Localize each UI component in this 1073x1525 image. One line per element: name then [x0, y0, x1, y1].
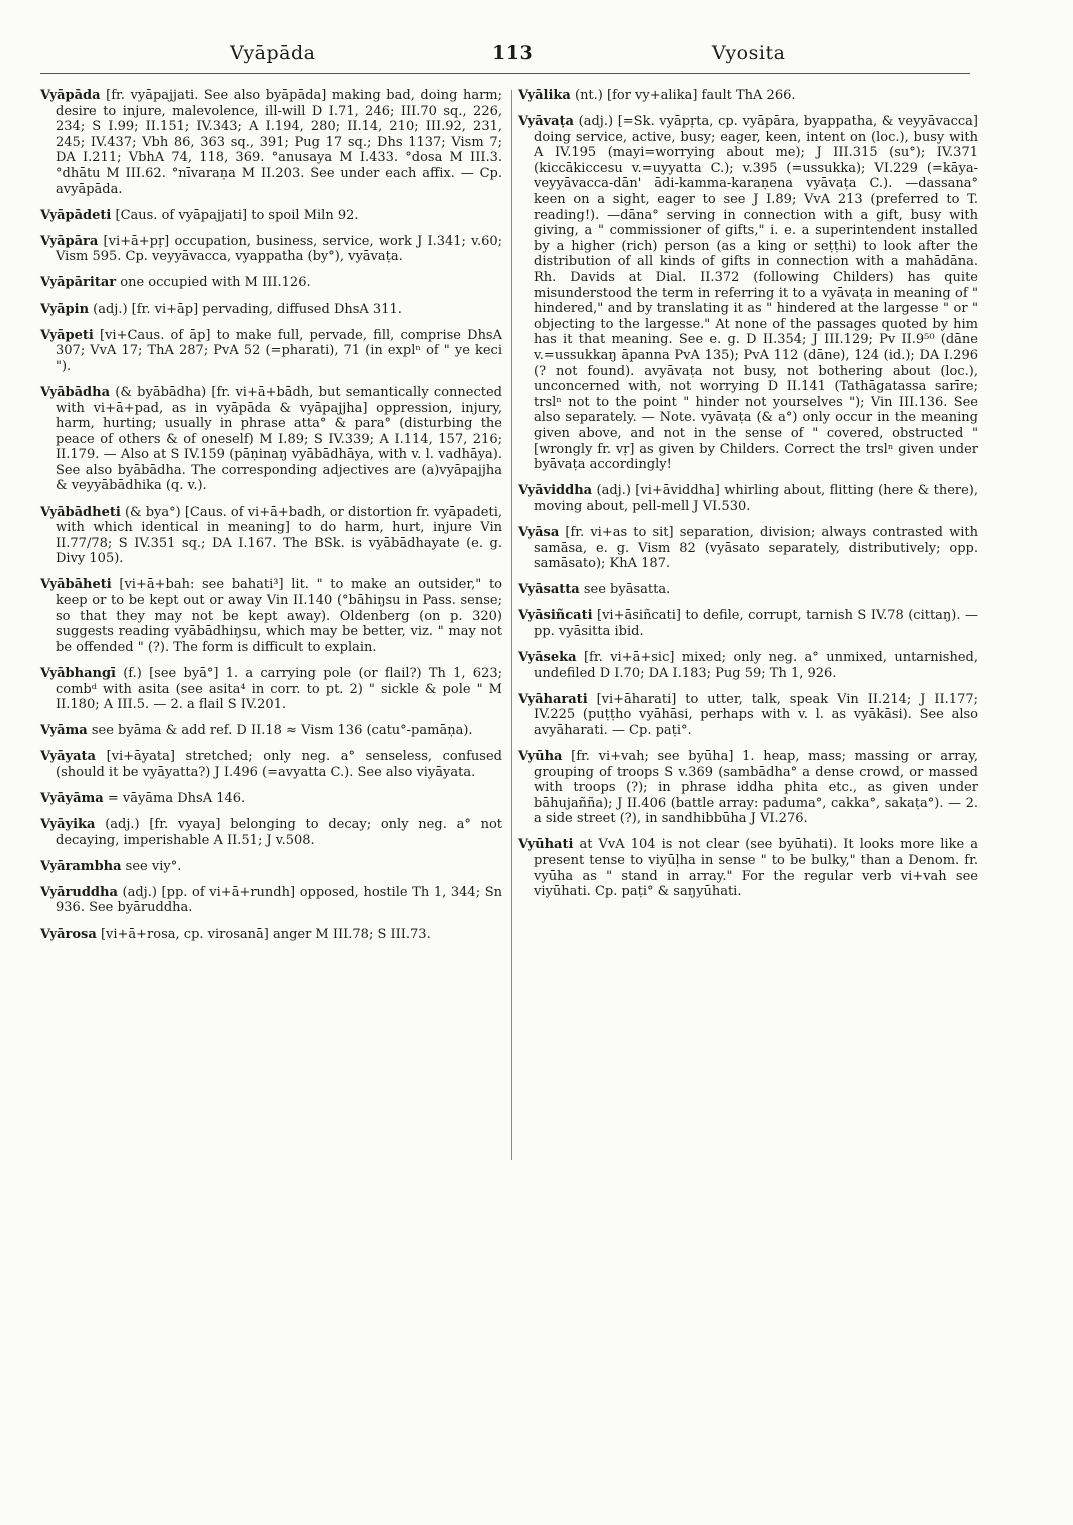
- dictionary-entry: [40, 275, 502, 291]
- entry-body: see byāma & add ref. D II.18 ≈ Vism 136 (catu°-pamāṇa).: [87, 723, 473, 739]
- headword: Vyāpin: [40, 301, 90, 317]
- left-column: [40, 88, 502, 953]
- headword: Vyābādheti: [40, 504, 121, 520]
- running-head-right: Vyosita: [712, 42, 786, 64]
- headword: Vyāviddha: [518, 483, 593, 499]
- entry-body: (& bya°) [Caus. of vi+ā+badh, or distortion fr. vyāpadeti, with which identical in meaning] to do harm, hurt, injure Vin II.77/78; S IV.351 sq.; DA I.167. The BSk. is vyābādhayate (e. g. Divy 105).: [56, 504, 502, 567]
- entry-body: (adj.) [pp. of vi+ā+rundh] opposed, hostile Th 1, 344; Sn 936. See byāruddha.: [56, 884, 502, 916]
- headword: Vyāpāritar: [40, 275, 117, 291]
- entry-body: [vi+ā+rosa, cp. virosanā] anger M III.78; S III.73.: [96, 926, 431, 942]
- entry-body: (adj.) [=Sk. vyāpṛta, cp. vyāpāra, byappatha, & veyyāvacca] doing service, active, busy; eager, keen, intent on (loc.), busy with A IV.195 (mayi=worrying about me); J III.315 (su°); IV.371 (kiccākiccesu v.=uyyatta C.); v.395 (=ussukka); VI.229 (=kāya-veyyāvacca-dān' ādi-kamma-karaṇena vyāvaṭa C.). —dassana° keen on a sight, eager to see J I.89; VvA 213 (preferred to T. reading!). —dāna° serving in connection with a gift, busy with giving, a " commissioner of gifts," i. e. a superintendent installed by a higher (rich) person (as a king or seṭṭhi) to look after the distribution of all kinds of gifts in connection with a mahādāna. Rh. Davids at Dial. II.372 (following Childers) has quite misunderstood the term in referring it to a vyāvaṭa in meaning of " hindered," and by translating it as " hindered at the largesse " or " objecting to the largesse." At none of the passages quoted by him has it that meaning. See e. g. D II.354; J III.129; Pv II.9⁵⁰ (dāne v.=ussukkaŋ āpanna PvA 135); PvA 112 (dāne), 124 (id.); DA I.296 (? not found). avyāvaṭa not busy, not bothering about (loc.), unconcerned with, not worrying D II.141 (Tathāgatassa sarīre; trslⁿ not to the point " hinder not yourselves "); Vin III.136. See also separately. — Note. vyāvaṭa (& a°) only occur in the meaning given above, and not in the sense of " covered, obstructed " [wrongly fr. vṛ] as given by Childers. Correct the trslⁿ given under byāvaṭa accordingly!: [534, 114, 978, 473]
- dictionary-entry: [40, 385, 502, 494]
- headword: Vyāyata: [40, 749, 96, 765]
- headword: Vyābāheti: [40, 577, 112, 593]
- header-rule: [40, 73, 970, 74]
- dictionary-entry: [40, 859, 502, 875]
- dictionary-entry: [40, 749, 502, 780]
- headword: Vyāvaṭa: [518, 114, 574, 130]
- entry-body: (& byābādha) [fr. vi+ā+bādh, but semantically connected with vi+ā+pad, as in vyāpāda & vyāpajjha] oppression, injury, harm, hurting; usually in phrase atta° & para° (disturbing the peace of others & of oneself) M I.89; S IV.339; A I.114, 157, 216; II.179. — Also at S IV.159 (pāṇinaŋ vyābādhāya, with v. l. vadhāya). See also byābādha. The corresponding adjectives are (a)vyāpajjha & veyyābādhika (q. v.).: [56, 384, 502, 494]
- headword: Vyāsiñcati: [518, 608, 593, 624]
- entry-body: [vi+āyata] stretched; only neg. a° senseless, confused (should it be vyāyatta?) J I.496 (=avyatta C.). See also viyāyata.: [56, 749, 502, 780]
- entry-body: [vi+ā+pṛ] occupation, business, service, work J I.341; v.60; Vism 595. Cp. veyyāvacca, vyappatha (by°), vyāvaṭa.: [56, 233, 502, 265]
- dictionary-entry: [40, 723, 502, 739]
- dictionary-entry: [518, 483, 978, 514]
- entry-body: = vāyāma DhsA 146.: [103, 790, 246, 806]
- entry-body: [Caus. of vyāpajjati] to spoil Miln 92.: [111, 207, 359, 223]
- column-divider: [511, 90, 512, 1160]
- entry-body: [fr. vyāpajjati. See also byāpāda] making bad, doing harm; desire to injure, malevolence, ill-will D I.71, 246; III.70 sq., 226, 234; S I.99; II.151; IV.343; A I.194, 280; II.14, 210; III.92, 231, 245; IV.437; Vbh 86, 363 sq., 391; Pug 17 sq.; Dhs 1137; Vism 7; DA I.211; VbhA 74, 118, 369. °anusaya M I.433. °dosa M III.3. °dhātu M III.62. °nīvaraṇa M II.203. See under each affix. — Cp. avyāpāda.: [56, 88, 502, 197]
- entry-body: [vi+Caus. of āp] to make full, pervade, fill, comprise DhsA 307; VvA 17; ThA 287; PvA 52 (=pharati), 71 (in explⁿ of " ye keci ").: [56, 327, 502, 374]
- headword: Vyāyika: [40, 817, 96, 833]
- dictionary-entry: [40, 817, 502, 848]
- dictionary-entry: [518, 650, 978, 681]
- dictionary-entry: [40, 791, 502, 807]
- dictionary-entry: [518, 749, 978, 827]
- dictionary-entry: [40, 577, 502, 655]
- entry-body: see viy°.: [121, 858, 182, 874]
- headword: Vyāpādeti: [40, 207, 112, 223]
- dictionary-entry: [518, 692, 978, 739]
- entry-body: (f.) [see byā°] 1. a carrying pole (or flail?) Th 1, 623; combᵈ with asita (see asita⁴ in corr. to pt. 2) " sickle & pole " M II.180; A III.5. — 2. a flail S IV.201.: [56, 665, 502, 713]
- headword: Vyāpeti: [40, 327, 94, 343]
- headword: Vyāpāda: [40, 88, 101, 103]
- headword: Vyāpāra: [40, 233, 99, 249]
- dictionary-entry: [40, 666, 502, 713]
- dictionary-entry: [40, 505, 502, 567]
- dictionary-entry: [40, 927, 502, 943]
- headword: Vyāyāma: [40, 790, 104, 806]
- headword: Vyārambha: [40, 858, 122, 874]
- entry-body: [fr. vi+vah; see byūha] 1. heap, mass; massing or array, grouping of troops S v.369 (sambādha° a dense crowd, or massed with troops (?); in phrase iddha phita etc., as given under bāhujañña); J II.406 (battle array: paduma°, cakka°, sakaṭa°). — 2. a side street (?), in sandhibbūha J VI.276.: [534, 748, 978, 827]
- headword: Vyāruddha: [40, 884, 118, 900]
- entry-body: [fr. vi+as to sit] separation, division; always contrasted with samāsa, e. g. Vism 82 (vyāsato separately, distributively; opp. samāsato); KhA 187.: [534, 524, 978, 572]
- dictionary-entry: [518, 114, 978, 473]
- entry-body: (nt.) [for vy+alika] fault ThA 266.: [570, 88, 796, 103]
- headword: Vyūha: [518, 748, 563, 764]
- entry-body: (adj.) [vi+āviddha] whirling about, flitting (here & there), moving about, pell-mell J VI.530.: [534, 483, 978, 514]
- dictionary-entry: [40, 208, 502, 224]
- page-number: 113: [492, 42, 534, 64]
- headword: Vyālika: [518, 88, 571, 103]
- dictionary-entry: [40, 88, 502, 197]
- entry-body: [vi+āsiñcati] to defile, corrupt, tarnish S IV.78 (cittaŋ). — pp. vyāsitta ibid.: [534, 608, 978, 639]
- entry-body: (adj.) [fr. vyaya] belonging to decay; only neg. a° not decaying, imperishable A II.51; J v.508.: [56, 817, 502, 848]
- headword: Vyāharati: [518, 691, 588, 707]
- dictionary-entry: [518, 582, 978, 598]
- headword: Vyāsatta: [518, 582, 580, 598]
- headword: Vyābādha: [40, 384, 111, 400]
- dictionary-entry: [518, 525, 978, 572]
- dictionary-entry: [518, 837, 978, 899]
- dictionary-entry: [518, 88, 978, 104]
- headword: Vyāsa: [518, 524, 560, 540]
- entry-body: (adj.) [fr. vi+āp] pervading, diffused DhsA 311.: [89, 301, 402, 317]
- dictionary-entry: [40, 302, 502, 318]
- entry-body: see byāsatta.: [579, 582, 671, 598]
- dictionary-entry: [40, 234, 502, 265]
- dictionary-entry: [518, 608, 978, 639]
- headword: Vyūhati: [518, 837, 574, 853]
- headword: Vyāseka: [518, 650, 577, 665]
- headword: Vyāma: [40, 723, 88, 739]
- entry-body: at VvA 104 is not clear (see byūhati). It looks more like a present tense to viyūḷha in sense " to be bulky," than a Denom. fr. vyūha as " stand in array." For the regular verb vi+vah see viyūhati. Cp. paṭi° & saŋyūhati.: [534, 837, 978, 900]
- entry-body: [vi+āharati] to utter, talk, speak Vin II.214; J II.177; IV.225 (puṭṭho vyāhāsi, perhaps with v. l. as vyākāsi). See also avyāharati. — Cp. paṭi°.: [534, 691, 978, 738]
- dictionary-entry: [40, 328, 502, 375]
- entry-body: one occupied with M III.126.: [116, 275, 311, 291]
- dictionary-entry: [40, 885, 502, 916]
- right-column: [518, 88, 978, 910]
- headword: Vyārosa: [40, 926, 97, 942]
- entry-body: [vi+ā+bah: see bahati³] lit. " to make an outsider," to keep or to be kept out or away Vin II.140 (°bāhiŋsu in Pass. sense; so that they may not be kept away). Oldenberg (on p. 320) suggests reading vyābādhiŋsu, which may be better, viz. " may not be offended " (?). The form is difficult to explain.: [56, 577, 502, 655]
- entry-body: [fr. vi+ā+sic] mixed; only neg. a° unmixed, untarnished, undefiled D I.70; DA I.183; Pug 59; Th 1, 926.: [534, 650, 978, 681]
- headword: Vyābhangī: [40, 665, 116, 681]
- running-head-left: Vyāpāda: [230, 42, 316, 64]
